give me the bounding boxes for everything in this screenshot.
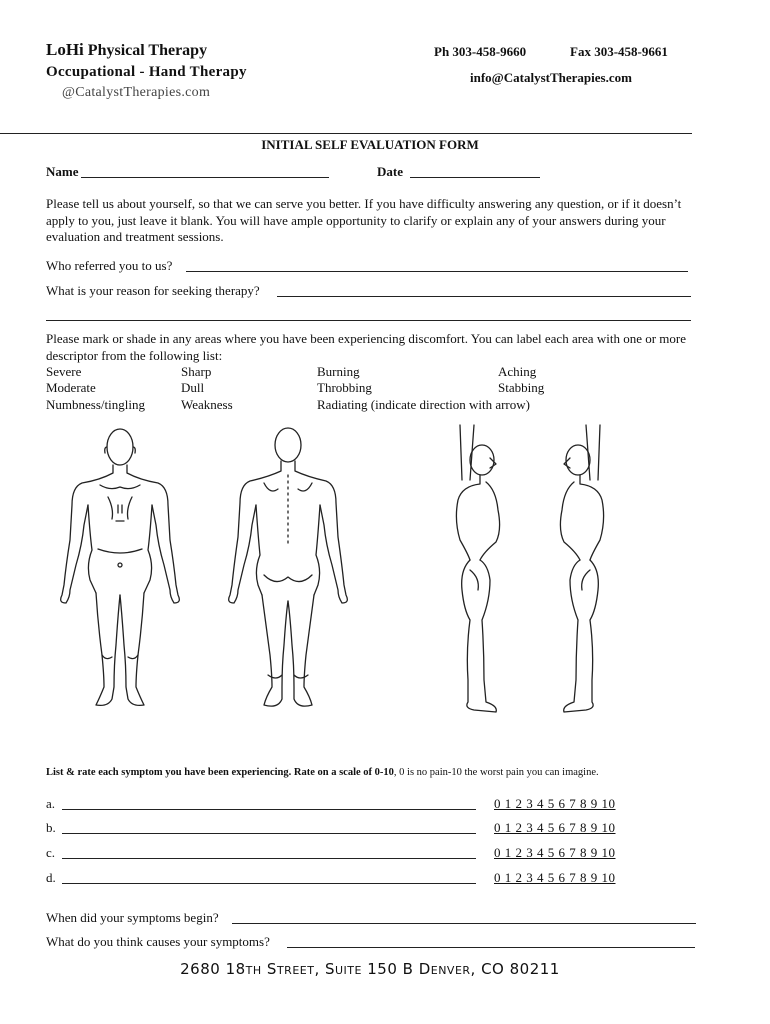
body-side-right-figure[interactable] [440,420,520,730]
name-label: Name [46,164,79,179]
name-field[interactable] [81,165,329,178]
descriptor: Numbness/tingling [46,397,145,412]
descriptor: Stabbing [498,380,545,395]
descriptor: Dull [181,380,205,395]
symptom-field[interactable] [62,871,476,884]
date-field[interactable] [410,165,540,178]
company-domain: @CatalystTherapies.com [62,85,211,100]
email-address[interactable]: info@CatalystTherapies.com [470,70,632,85]
reason-field-line2[interactable] [46,308,691,321]
symptom-letter: a. [46,796,56,811]
symptoms-began-label: When did your symptoms begin? [46,910,219,925]
pain-scale[interactable]: 0 1 2 3 4 5 6 7 8 9 10 [494,796,616,811]
pain-scale[interactable]: 0 1 2 3 4 5 6 7 8 9 10 [494,870,616,885]
referred-label: Who referred you to us? [46,258,173,273]
form-title: INITIAL SELF EVALUATION FORM [261,137,479,152]
descriptor: Severe [46,364,82,379]
rating-instructions: List & rate each symptom you have been experiencing. Rate on a scale of 0-10, 0 is no pain-10 the worst pain you can imagine. [46,767,599,778]
company-name: LoHi Physical Therapy [46,40,208,59]
descriptor: Burning [317,364,360,379]
header-divider [0,133,692,134]
symptom-letter: c. [46,845,56,860]
symptom-field[interactable] [62,821,476,834]
body-side-left-figure[interactable] [540,420,620,730]
descriptor: Moderate [46,380,96,395]
symptoms-cause-field[interactable] [287,935,695,948]
footer-address: 2680 18TH STREET, SUITE 150 B DENVER, CO 80211 [180,960,560,978]
symptom-field[interactable] [62,797,476,810]
descriptor: Weakness [181,397,233,412]
symptom-field[interactable] [62,846,476,859]
referred-field[interactable] [186,259,688,272]
symptom-letter: b. [46,820,56,835]
descriptor: Sharp [181,364,212,379]
intro-paragraph: Please tell us about yourself, so that we can serve you better. If you have difficulty answering any question, or if it doesn’t apply to you, just leave it blank. You will have ample opportunity to clarify or explain any of your answers during your evaluation and treatment sessions. [46,196,682,244]
body-back-figure[interactable] [228,425,358,725]
descriptor: Aching [498,364,537,379]
descriptor: Radiating (indicate direction with arrow) [317,397,530,412]
date-label: Date [377,164,403,179]
body-front-figure[interactable] [60,425,190,725]
fax-number: Fax 303-458-9661 [570,44,668,59]
descriptor: Throbbing [317,380,372,395]
symptoms-began-field[interactable] [232,911,696,924]
reason-field[interactable] [277,284,691,297]
mark-instructions: Please mark or shade in any areas where you have been experiencing discomfort. You can label each area with one or more descriptor from the following list: [46,331,687,363]
pain-scale[interactable]: 0 1 2 3 4 5 6 7 8 9 10 [494,820,616,835]
reason-label: What is your reason for seeking therapy? [46,283,260,298]
phone-number: Ph 303-458-9660 [434,44,527,59]
symptoms-cause-label: What do you think causes your symptoms? [46,934,270,949]
symptom-letter: d. [46,870,56,885]
pain-scale[interactable]: 0 1 2 3 4 5 6 7 8 9 10 [494,845,616,860]
company-subtitle: Occupational - Hand Therapy [46,64,247,80]
